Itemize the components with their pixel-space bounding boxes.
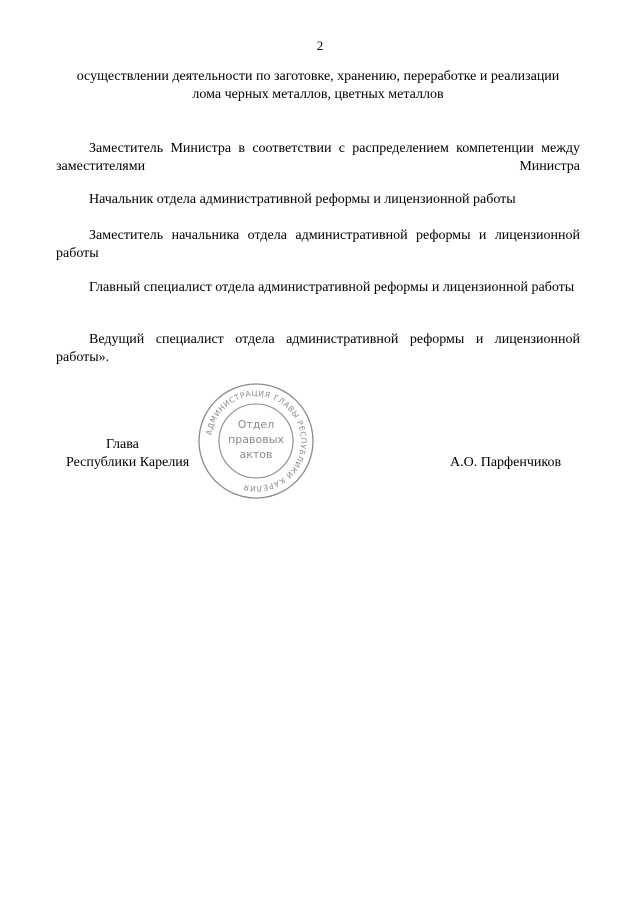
heading-line-1: осуществлении деятельности по заготовке, хранению, переработке и реализации: [76, 69, 560, 84]
heading-line-2: лома черных металлов, цветных металлов: [192, 87, 444, 102]
stamp-line-3: актов: [239, 448, 273, 461]
position-item: Заместитель начальника отдела административной реформы и лицензионной работы: [56, 228, 580, 261]
stamp-ring-text: АДМИНИСТРАЦИЯ ГЛАВЫ РЕСПУБЛИКИ КАРЕЛИЯ: [204, 388, 309, 494]
stamp-line-2: правовых: [228, 433, 284, 446]
signature-title-line-1: Глава: [106, 437, 139, 452]
signature-name: А.О. Парфенчиков: [450, 455, 562, 470]
position-item: Ведущий специалист отдела административной реформы и лицензионной работы».: [56, 332, 580, 365]
stamp-line-1: Отдел: [237, 418, 275, 431]
signature-title-line-2: Республики Карелия: [66, 455, 190, 470]
official-stamp: [197, 382, 315, 500]
position-item: Заместитель Министра в соответствии с распределением компетенции между заместителями Министра: [56, 141, 580, 174]
position-item: Начальник отдела административной реформы и лицензионной работы: [89, 192, 516, 207]
page-number: 2: [316, 38, 324, 53]
position-item: Главный специалист отдела административной реформы и лицензионной работы: [89, 280, 575, 295]
heading-continuation: [56, 68, 580, 104]
